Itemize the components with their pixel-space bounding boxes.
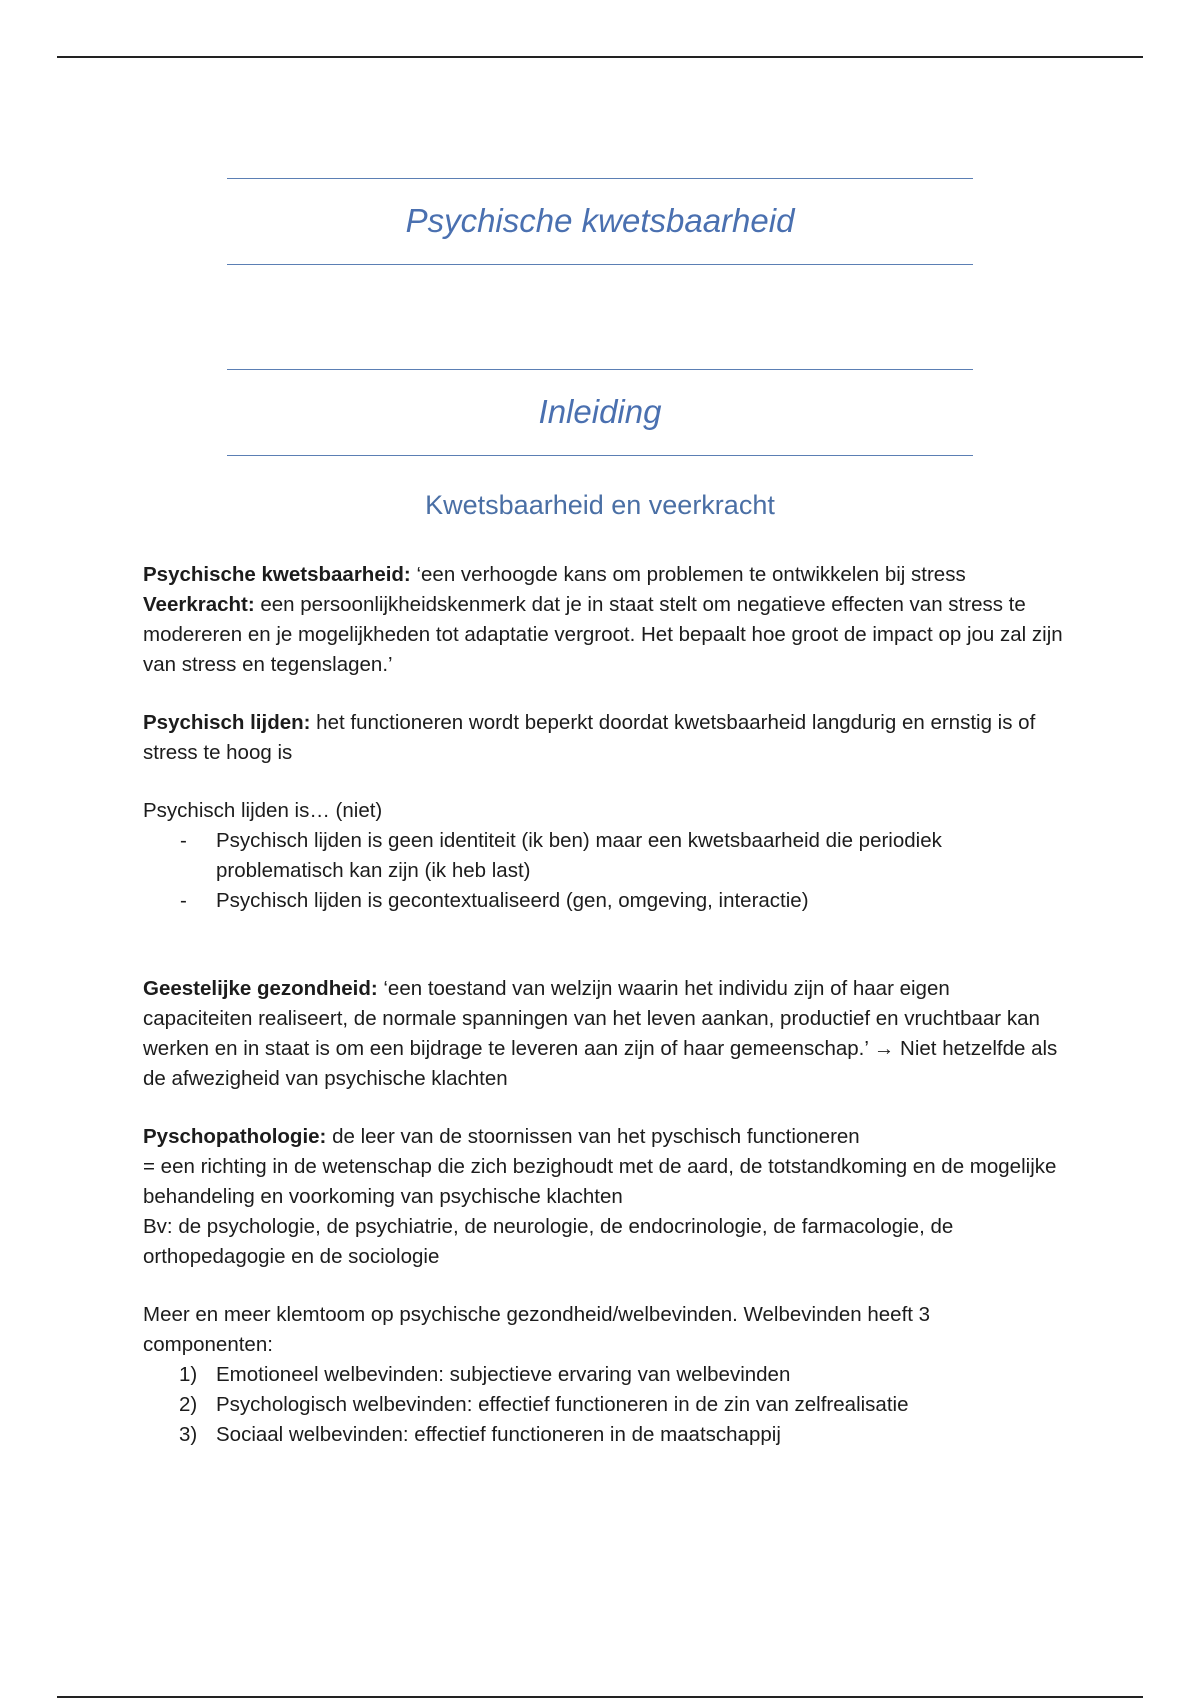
definition-text: het functioneren wordt beperkt doordat kwetsbaarheid langdurig en ernstig is of stress te hoog is: [143, 711, 1036, 764]
definition-veerkracht: [143, 590, 1063, 680]
definition-text: ‘een toestand van welzijn waarin het individu zijn of haar eigen capaciteiten realiseert, de normale spanningen van het leven aankan, productief en vruchtbaar kan werken en in staat is om een bijdrage te leveren aan zijn of haar gemeenschap.’ → Niet hetzelfde als de afwezigheid van psychische klachten: [143, 977, 1058, 1090]
definition-pyschopathologie: [143, 1122, 1063, 1152]
definition-term: Psychisch lijden:: [143, 711, 311, 734]
list-item: [143, 886, 1063, 916]
pathologie-explanation: = een richting in de wetenschap die zich bezighoudt met de aard, de totstandkoming en de mogelijke behandeling en voorkoming van psychische klachten: [143, 1155, 1057, 1208]
chapter-heading: Inleiding: [227, 369, 973, 456]
list-item-text: Psychisch lijden is geen identiteit (ik ben) maar een kwetsbaarheid die periodiek problematisch kan zijn (ik heb last): [216, 829, 942, 882]
list-item: [143, 826, 1063, 886]
definition-text: ‘een verhoogde kans om problemen te ontwikkelen bij stress: [410, 563, 966, 586]
definition-psychisch-lijden: [143, 708, 1063, 768]
document-title: Psychische kwetsbaarheid: [227, 178, 973, 265]
page-top-rule: [57, 56, 1143, 58]
pathologie-examples: Bv: de psychologie, de psychiatrie, de neurologie, de endocrinologie, de farmacologie, de orthopedagogie en de sociologie: [143, 1215, 954, 1268]
lijden-list-intro: Psychisch lijden is… (niet): [143, 799, 383, 822]
definition-text: de leer van de stoornissen van het pyschisch functioneren: [326, 1125, 860, 1148]
definition-term: Pyschopathologie:: [143, 1125, 327, 1148]
list-marker: 2): [179, 1393, 198, 1416]
definition-term: Geestelijke gezondheid:: [143, 977, 378, 1000]
section-heading: Kwetsbaarheid en veerkracht: [425, 490, 775, 520]
list-marker: 3): [179, 1423, 198, 1446]
welbevinden-intro: Meer en meer klemtoom op psychische gezondheid/welbevinden. Welbevinden heeft 3 componenten:: [143, 1303, 931, 1356]
page-bottom-rule: [57, 1696, 1143, 1698]
list-marker: 1): [179, 1363, 198, 1386]
list-item: [143, 1360, 1063, 1390]
document-body: [143, 560, 1063, 1450]
lijden-list: [143, 826, 1063, 916]
list-marker: -: [180, 829, 187, 852]
list-item-text: Emotioneel welbevinden: subjectieve ervaring van welbevinden: [216, 1363, 791, 1386]
list-item-text: Psychologisch welbevinden: effectief functioneren in de zin van zelfrealisatie: [216, 1393, 909, 1416]
list-item-text: Sociaal welbevinden: effectief functioneren in de maatschappij: [216, 1423, 781, 1446]
definition-kwetsbaarheid: [143, 560, 1063, 590]
definition-term: Psychische kwetsbaarheid:: [143, 563, 411, 586]
definition-text: een persoonlijkheidskenmerk dat je in staat stelt om negatieve effecten van stress te modereren en je mogelijkheden tot adaptatie vergroot. Het bepaalt hoe groot de impact op jou zal zijn van stress en tegenslagen.’: [143, 593, 1063, 676]
definition-geestelijke-gezondheid: [143, 974, 1063, 1094]
definition-term: Veerkracht:: [143, 593, 255, 616]
list-marker: -: [180, 889, 187, 912]
welbevinden-list: [143, 1360, 1063, 1450]
list-item: [143, 1420, 1063, 1450]
list-item-text: Psychisch lijden is gecontextualiseerd (gen, omgeving, interactie): [216, 889, 809, 912]
list-item: [143, 1390, 1063, 1420]
